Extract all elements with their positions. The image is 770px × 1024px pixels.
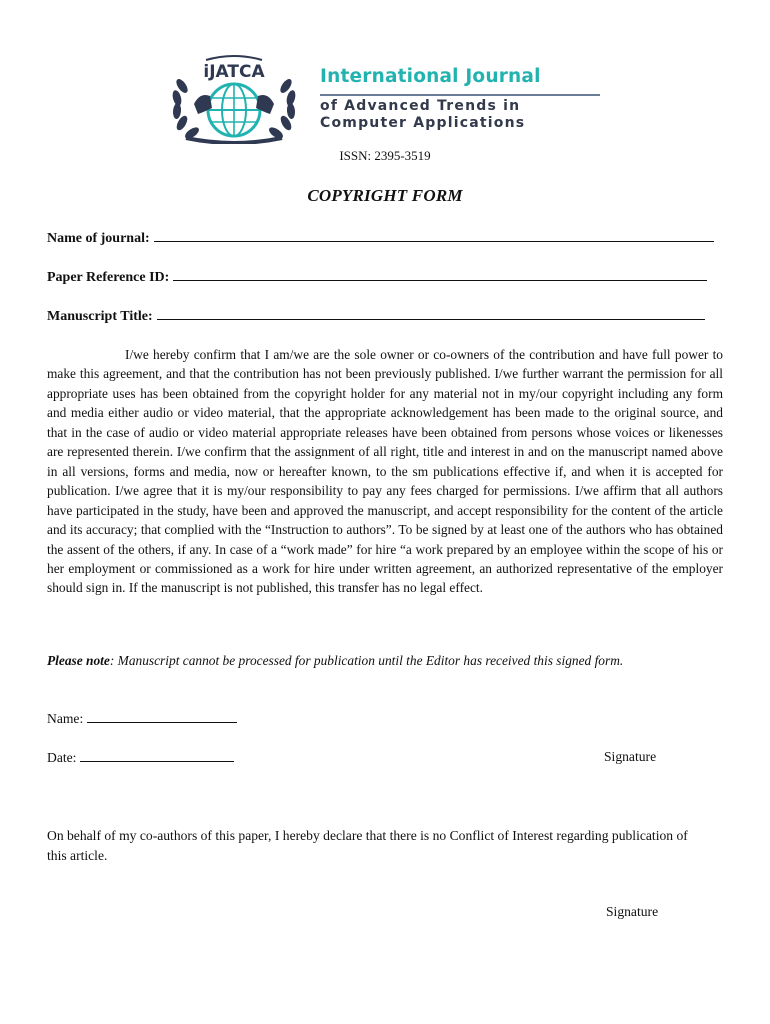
coauthor-signature-label: Signature [606, 904, 659, 919]
sign-date-label: Date: [47, 750, 77, 765]
journal-name-line1: International Journal [320, 66, 541, 87]
paper-reference-label: Paper Reference ID: [47, 270, 170, 285]
journal-name-divider [320, 94, 600, 96]
declaration-paragraph: I/we hereby confirm that I am/we are the sole owner or co-owners of the contribution and have full power to make this agreement, and that the contribution has not been previously published. I/we further warrant the permission for all appropriate uses has been obtained from the copyright holder for any material not in my/our copyright including any form and media either audio or video material, that the appropriate acknowledgement has been made to the original source, and that in the case of audio or video material appropriate releases have been obtained from persons whose voices or likenesses are represented therein. I/we confirm that the assignment of all right, title and interest in and on the manuscript named above in all versions, forms and media, now or hereafter known, to the sm publications effective if, and when it is accepted for publication. I/we agree that it is my/our responsibility to pay any fees charged for permissions. I/we affirm that all authors have participated in the study, have been and approved the manuscript, and accept responsibility for the content of the article and its accuracy; that complied with the “Instruction to authors”. To be signed by at least one of the authors who has obtained the assent of the others, if any. In case of a “work made” for hire “a work prepared by an employee within the scope of his or her employment or commissioned as a work for hire under written agreement, an authorized representative of the employer should sign in. If the manuscript is not published, this transfer has no legal effect. [47, 347, 723, 596]
journal-name-line3: Computer Applications [320, 115, 526, 131]
please-note-label: Please note [47, 653, 110, 668]
please-note-text: : Manuscript cannot be processed for publication until the Editor has received this signed form. [109, 653, 624, 668]
sign-date-blank-line[interactable] [80, 749, 234, 762]
form-title: COPYRIGHT FORM [307, 186, 463, 205]
manuscript-title-label: Manuscript Title: [47, 309, 153, 324]
manuscript-title-field[interactable] [47, 307, 705, 325]
conflict-of-interest-statement: On behalf of my co-authors of this paper, I hereby declare that there is no Conflict of Interest regarding publication of this article. [47, 828, 688, 863]
logo-wordmark: iJATCA [203, 62, 265, 82]
issn-number: ISSN: 2395-3519 [339, 148, 431, 163]
sign-date-field[interactable] [47, 749, 234, 766]
journal-name-block [320, 66, 602, 146]
journal-name-label: Name of journal: [47, 231, 150, 246]
please-note [47, 653, 737, 669]
paper-reference-blank-line[interactable] [173, 268, 707, 281]
journal-logo [164, 52, 604, 144]
globe-laurel-emblem-icon [164, 52, 304, 144]
paper-reference-field[interactable] [47, 268, 707, 286]
signer-name-blank-line[interactable] [87, 710, 237, 723]
signature-label: Signature [604, 749, 657, 764]
journal-name-blank-line[interactable] [154, 229, 714, 242]
manuscript-title-blank-line[interactable] [157, 307, 705, 320]
journal-name-field[interactable] [47, 229, 714, 247]
signer-name-label: Name: [47, 711, 84, 726]
signer-name-field[interactable] [47, 710, 237, 727]
journal-name-line2: of Advanced Trends in [320, 98, 521, 114]
